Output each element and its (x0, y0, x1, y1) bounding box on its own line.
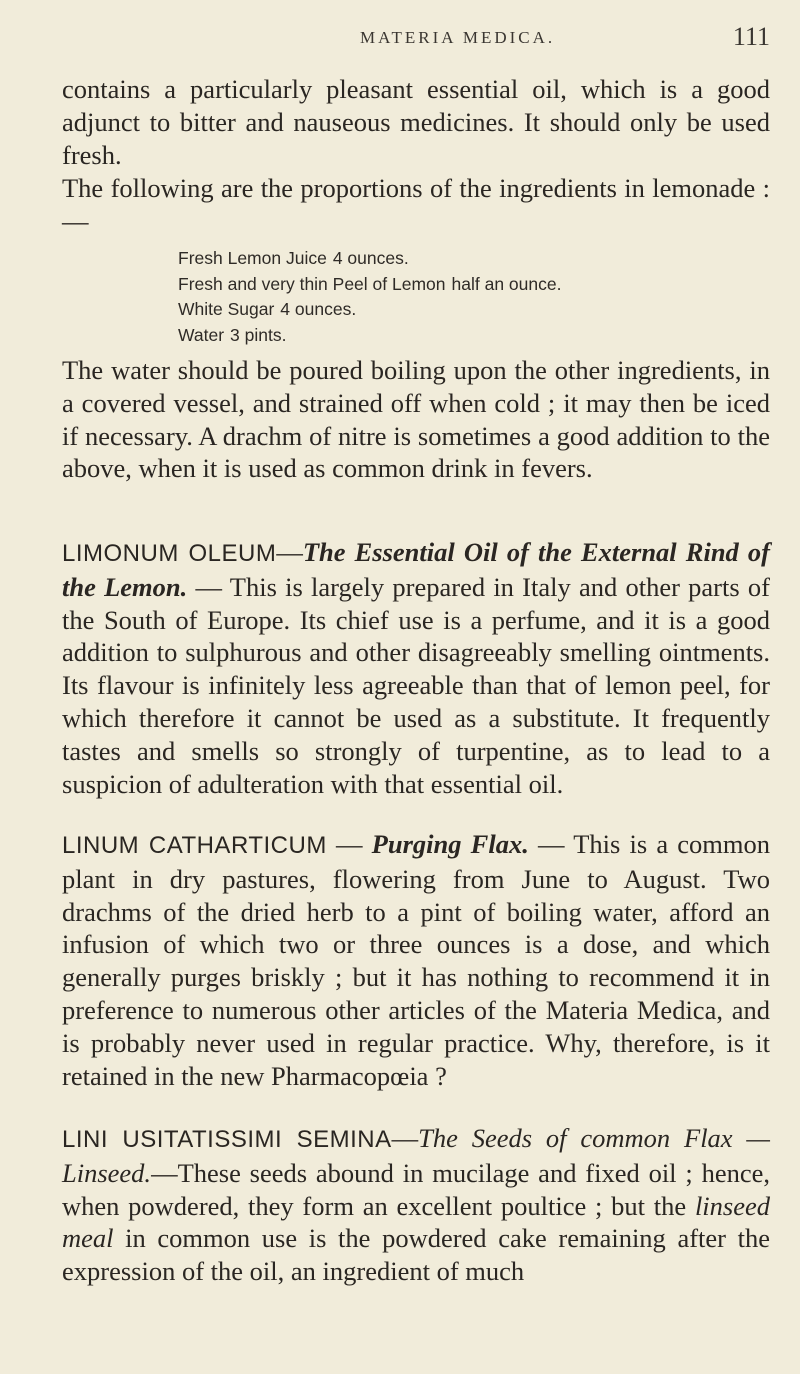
recipe-line (178, 323, 561, 349)
entry-heading: LINUM CATHARTICUM (62, 832, 327, 859)
entry-dash: — (326, 829, 372, 859)
entry-limonum-oleum (62, 536, 770, 800)
page-header (300, 20, 770, 56)
recipe-quantity: half an ounce. (451, 273, 562, 294)
entry-heading: LIMONUM OLEUM (62, 540, 277, 567)
recipe-item: Water (178, 324, 225, 345)
recipe-item: Fresh and very thin Peel of Lemon (178, 273, 446, 294)
recipe-line (178, 246, 561, 272)
recipe-line (178, 297, 561, 323)
entry-linum-catharticum (62, 828, 770, 1092)
entry-italic-title: Purging Flax. (371, 829, 529, 859)
recipe-quantity: 4 ounces. (332, 248, 409, 268)
entry-text: — This is a common plant in dry pastures, flowering from June to August. Two drachms of the dried herb to a pint of boiling water, afford an infusion of which two or three ounces is a dose, and which generally purges briskly ; but it has nothing to recommend it in preference to numerous other articles of the Materia Medica, and is probably never used in regular practice. Why, therefore, is it retained in the new Pharmacopœia ? (62, 829, 770, 1091)
recipe-quantity: 3 pints. (230, 324, 287, 345)
running-title: MATERIA MEDICA. (360, 28, 556, 47)
lemonade-intro-text: The following are the proportions of the ingredients in lemonade : — (62, 173, 770, 236)
entry-text: — This is largely prepared in Italy and other parts of the South of Europe. Its chief use is a perfume, and it is a good addition to sulphurous and other disagreeably smelling ointments. Its flavour is infinitely less agreeable than that of lemon peel, for which therefore it cannot be used as a substitute. It frequently tastes and smells so strongly of turpentine, as to lead to a suspicion of adulteration with that essential oil. (62, 571, 770, 799)
paragraph-lemonade-intro (62, 172, 770, 238)
recipe-item: White Sugar (178, 299, 275, 319)
page-number: 111 (732, 22, 770, 51)
entry-italic-title: The Seeds of common Flax — Linseed. (62, 1123, 770, 1188)
entry-lini-semina (62, 1122, 770, 1288)
entry-heading: LINI USITATISSIMI SEMINA (62, 1126, 392, 1153)
entry-text: —These seeds abound in mucilage and fixed oil ; hence, when powdered, they form an excellent poultice ; but the (62, 1157, 770, 1221)
entry-dash: — (391, 1123, 419, 1153)
paragraph-lemonade-method: The water should be poured boiling upon the other ingredients, in a covered vessel, and strained off when cold ; it may then be iced if necessary. A drachm of nitre is sometimes a good addition to the above, when it is used as common drink in fevers. (62, 355, 770, 484)
entry-text-continued: in common use is the powdered cake remaining after the expression of the oil, an ingredient of much (62, 1223, 770, 1287)
entry-italic-title: The Essential Oil of the External Rind of the Lemon. (62, 537, 770, 602)
lemonade-recipe (178, 246, 561, 348)
paragraph-continuation: contains a particularly pleasant essential oil, which is a good adjunct to bitter and nauseous medicines. It should only be used fresh. (62, 74, 770, 170)
entry-italic-term: linseed meal (62, 1190, 770, 1254)
entry-dash: — (276, 537, 303, 567)
recipe-line (178, 272, 561, 298)
recipe-item: Fresh Lemon Juice (178, 248, 327, 268)
recipe-quantity: 4 ounces. (280, 299, 357, 319)
